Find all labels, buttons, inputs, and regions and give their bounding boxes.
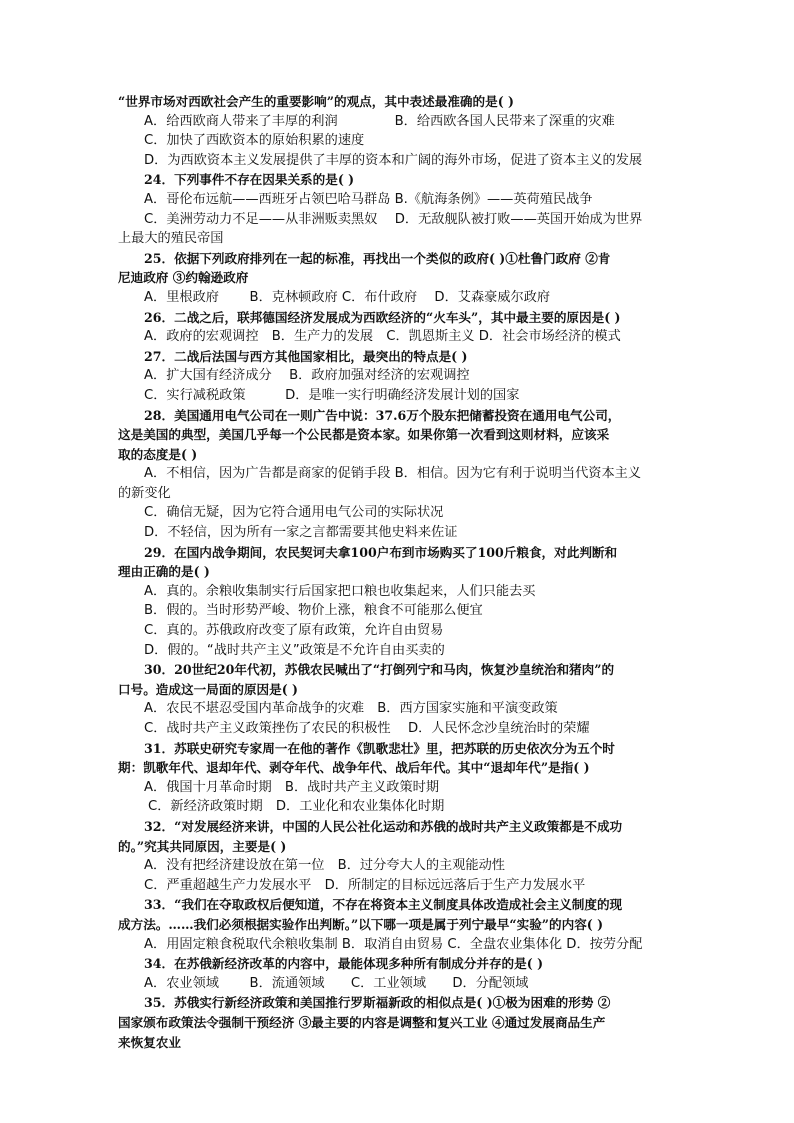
option-line: A．扩大国有经济成分 B．政府加强对经济的宏观调控 (144, 368, 470, 384)
question-line: 来恢复农业 (118, 1034, 181, 1050)
option-line: D．假的。“战时共产主义”政策是不允许自由买卖的 (144, 642, 445, 658)
question-line: 33．“我们在夺取政权后便知道，不存在将资本主义制度具体改造成社会主义制度的现 (144, 897, 623, 913)
option-line: A．哥伦布远航——西班牙占领巴哈马群岛 B.《航海条例》——英荷殖民战争 (144, 191, 593, 207)
option-line: A．政府的宏观调控 B．生产力的发展 C．凯恩斯主义 D．社会市场经济的模式 (144, 329, 621, 345)
question-line: 31．苏联史研究专家周一在他的著作《凯歌悲壮》里，把苏联的历史依次分为五个时 (144, 740, 615, 756)
question-line: 国家颁布政策法令强制干预经济 ③最主要的内容是调整和复兴工业 ④通过发展商品生产 (118, 1014, 606, 1030)
option-line: A．没有把经济建设放在第一位 B．过分夸大人的主观能动性 (144, 858, 505, 874)
option-line: 上最大的殖民帝国 (118, 231, 224, 247)
question-line: 成方法。……我们必须根据实验作出判断。”以下哪一项是属于列宁最早“实验”的内容( ) (118, 916, 604, 932)
question-line: 26．二战之后，联邦德国经济发展成为西欧经济的“火车头”，其中最主要的原因是( ) (144, 309, 621, 325)
option-line: A．农民不堪忍受国内革命战争的灾难 B．西方国家实施和平演变政策 (144, 701, 558, 717)
question-line: 27．二战后法国与西方其他国家相比，最突出的特点是( ) (144, 348, 468, 364)
question-line: 35．苏俄实行新经济政策和美国推行罗斯福新政的相似点是( )①极为困难的形势 ② (144, 995, 611, 1011)
question-line: 28．美国通用电气公司在一则广告中说：37.6万个股东把储蓄投资在通用电气公司， (144, 407, 621, 423)
question-line: 期：凯歌年代、退却年代、剥夺年代、战争年代、战后年代。其中“退却年代”是指( ) (118, 760, 590, 776)
option-line: A．俄国十月革命时期 B．战时共产主义政策时期 (144, 779, 440, 795)
question-line: 29．在国内战争期间，农民契诃夫拿100户布到市场购买了100斤粮食，对此判断和 (144, 544, 618, 560)
option-line: A．里根政府 B．克林顿政府 C．布什政府 D．艾森豪威尔政府 (144, 289, 551, 305)
option-line: A．不相信，因为广告都是商家的促销手段 B．相信。因为它有利于说明当代资本主义 (144, 466, 642, 482)
question-line: “世界市场对西欧社会产生的重要影响”的观点，其中表述最准确的是( ) (118, 94, 515, 109)
option-line: A．农业领域 B．流通领域 C．工业领域 D．分配领域 (144, 975, 529, 991)
question-line: 32．“对发展经济来讲，中国的人民公社化运动和苏俄的战时共产主义政策都是不成功 (144, 818, 623, 834)
option-line: C．严重超越生产力发展水平 D．所制定的目标远远落后于生产力发展水平 (144, 877, 586, 893)
question-line: 口号。造成这一局面的原因是( ) (118, 681, 299, 697)
option-line: C．美洲劳动力不足——从非洲贩卖黑奴 D．无敌舰队被打败——英国开始成为世界 (144, 211, 643, 227)
question-line: 取的态度是( ) (118, 446, 198, 462)
option-line: C．战时共产主义政策挫伤了农民的积极性 D．人民怀念沙皇统治时的荣耀 (144, 721, 590, 736)
option-line: D．不轻信，因为所有一家之言都需要其他史料来佐证 (144, 525, 458, 541)
option-line: A．给西欧商人带来了丰厚的利润 B．给西欧各国人民带来了深重的灾难 (144, 113, 615, 129)
exam-page (118, 92, 680, 1052)
question-line: 24．下列事件不存在因果关系的是( ) (144, 172, 355, 188)
question-line: 30．20世纪20年代初，苏俄农民喊出了“打倒列宁和马肉，恢复沙皇统治和猪肉”的 (144, 662, 615, 678)
option-line: C．确信无疑，因为它符合通用电气公司的实际状况 (144, 505, 444, 521)
question-line: 25．依据下列政府排列在一起的标准，再找出一个类似的政府( )①杜鲁门政府 ②肯 (144, 250, 611, 266)
option-line: A．用固定粮食税取代余粮收集制 B．取消自由贸易 C．全盘农业集体化 D．按劳分配 (144, 936, 643, 952)
question-line: 的。”究其共同原因，主要是( ) (118, 838, 287, 854)
option-line: 的新变化 (118, 485, 171, 501)
option-line: D．为西欧资本主义发展提供了丰厚的资本和广阔的海外市场，促进了资本主义的发展 (144, 152, 643, 168)
option-line: A．真的。余粮收集制实行后国家把口粮也收集起来，人们只能去买 (144, 583, 536, 599)
question-line: 34．在苏俄新经济改革的内容中，最能体现多种所有制成分并存的是( ) (144, 956, 544, 972)
option-line: C．加快了西欧资本的原始积累的速度 (144, 133, 365, 149)
option-line: C．实行减税政策 D．是唯一实行明确经济发展计划的国家 (144, 387, 520, 403)
question-line: 这是美国的典型，美国几乎每一个公民都是资本家。如果你第一次看到这则材料，应该采 (118, 427, 610, 443)
option-line: C．真的。苏俄政府改变了原有政策，允许自由贸易 (144, 623, 444, 639)
option-line: B．假的。当时形势严峻、物价上涨，粮食不可能那么便宜 (144, 603, 483, 619)
option-line: C．新经济政策时期 D．工业化和农业集体化时期 (148, 799, 445, 815)
question-line: 尼迪政府 ③约翰逊政府 (118, 270, 249, 286)
question-line: 理由正确的是( ) (118, 564, 210, 580)
